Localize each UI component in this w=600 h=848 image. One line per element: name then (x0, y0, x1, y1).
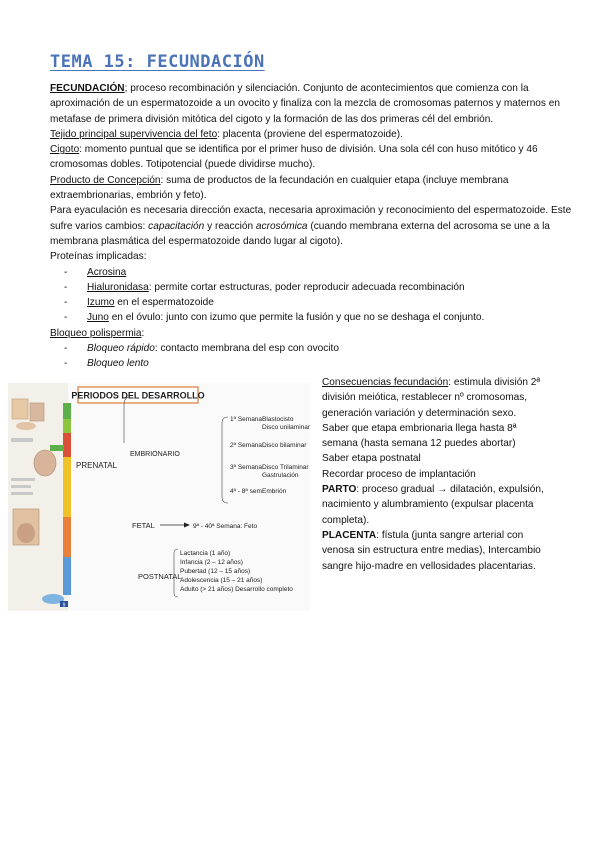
acrosomica-term: acrosómica (255, 220, 308, 232)
timeline-bar-segment (63, 433, 71, 457)
postnatal-item: Lactancia (1 año) (180, 550, 231, 557)
parto-paragraph: PARTO: proceso gradual → dilatación, expulsión, nacimiento y alumbramiento (expulsar placenta completa). (322, 484, 544, 526)
tejido-term: Tejido principal supervivencia del feto (50, 128, 218, 140)
week-2-desc: Disco bilaminar (262, 442, 307, 449)
postnatal-item: Adulto (> 21 años) Desarrollo completo (180, 586, 293, 593)
page-title: TEMA 15: FECUNDACIÓN (50, 52, 265, 72)
bloqueo-list (50, 341, 575, 372)
brace-line (124, 397, 128, 443)
timeline-bar-segment (63, 419, 71, 433)
capacitacion-term: capacitación (148, 220, 205, 232)
week-2-label: 2ª Semana: (230, 442, 264, 449)
diagram-title: PERIODOS DEL DESARROLLO (71, 390, 205, 401)
caption-line (11, 478, 35, 481)
caption-line (11, 492, 33, 495)
postnatal-label: POSTNATAL (138, 572, 182, 581)
caption-line (11, 485, 31, 488)
week-4-8-desc: Embrión (262, 488, 287, 495)
timeline-marker (50, 445, 64, 451)
fecundacion-paragraph: FECUNDACIÓN; proceso recombinación y silenciación. Conjunto de acontecimientos que comienza con la aproximación de un espermatozoide a un ovocito y finaliza con la mezcla de cromosomas paternos y maternos en metafase de primera división mitótica del cigoto y la formación de las dos primeras cél del embrión. (50, 83, 561, 125)
producto-paragraph: Producto de Concepción: suma de productos de la fecundación en cualquier etapa (incluye membrana extraembrionarias, embrión y feto). (50, 174, 509, 202)
main-text (50, 81, 575, 372)
week-1-desc: Blastocisto (262, 416, 294, 423)
fetus-image-icon (17, 523, 35, 543)
embrionario-brace (222, 417, 228, 503)
consecuencias-paragraph: Consecuencias fecundación: estimula división 2ª división meiótica, restablecer nº cromosomas, generación variación y determinación sexo. (322, 377, 541, 419)
week-3-desc2: Gastrulación (262, 472, 299, 479)
placenta-paragraph: PLACENTA: fístula (junta sangre arterial con venosa sin estructura entre medias), Intercambio sangre hijo-madre en vellosidades placentarias. (322, 529, 541, 572)
eyaculacion-paragraph: Para eyaculación es necesaria dirección exacta, necesaria aproximación y reconocimiento del espermatozoide. Este sufre varios cambios: capacitación y reacción acrosómica (cuando membrana externa del acrosoma se une a la membrana plasmática del espermatozoide dando lugar al cigoto). (50, 205, 572, 247)
postnatal-item: Adolescencia (15 – 21 años) (180, 577, 263, 584)
fetal-text: 9ª - 40ª Semana: Feto (193, 523, 258, 530)
week-3-label: 3ª Semana: (230, 464, 264, 471)
postnatal-item: Pubertad (12 – 15 años) (180, 568, 251, 575)
right-column-text (322, 375, 552, 574)
tejido-paragraph: Tejido principal supervivencia del feto: placenta (proviene del espermatozoide). (50, 128, 403, 140)
week-1-label: 1ª Semana: (230, 416, 264, 423)
embryo-image-icon (16, 422, 36, 430)
saber-etapa-postnatal: Saber etapa postnatal (322, 453, 421, 465)
embryo-image-icon (12, 399, 28, 419)
embryo-image-icon (30, 403, 44, 421)
fetus-image-icon (34, 450, 56, 476)
page-number: 9 (62, 602, 66, 609)
prenatal-label: PRENATAL (76, 461, 118, 470)
list-item: - Bloqueo rápido: contacto membrana del esp con ovocito (64, 341, 575, 356)
list-item: - Juno en el óvulo: junto con izumo que permite la fusión y que no se deshaga el conjunto. (64, 310, 575, 325)
bloqueo-heading: Bloqueo polispermia: (50, 327, 145, 339)
development-periods-diagram (8, 383, 310, 611)
caption-line (11, 438, 33, 442)
diagram-svg (8, 383, 310, 611)
fecundacion-term: FECUNDACIÓN (50, 83, 125, 94)
parto-term: PARTO (322, 484, 357, 496)
consecuencias-term: Consecuencias fecundación (322, 377, 449, 388)
proteinas-heading: Proteínas implicadas: (50, 251, 147, 263)
fetal-label: FETAL (132, 521, 155, 530)
timeline-bar-segment (63, 457, 71, 517)
cigoto-paragraph: Cigoto: momento puntual que se identifica por el primer huso de división. Una sola cél con huso mitótico y 46 cromosomas dobles. Totipotencial (puede dividirse mucho). (50, 144, 538, 171)
cigoto-term: Cigoto (50, 144, 80, 156)
list-item: - Hialuronidasa: permite cortar estructuras, poder reproducir adecuada recombinación (64, 280, 575, 295)
timeline-bar-segment (63, 557, 71, 595)
placenta-term: PLACENTA (322, 529, 377, 541)
list-item: - Izumo en el espermatozoide (64, 295, 575, 310)
timeline-bar-segment (63, 517, 71, 557)
producto-term: Producto de Concepción (50, 174, 161, 186)
week-3-desc: Disco Trilaminar (262, 464, 309, 471)
timeline-bar-segment (63, 403, 71, 419)
arrow-head-icon (184, 523, 190, 528)
saber-etapa-embrionaria: Saber que etapa embrionaria llega hasta 8ª semana (hasta semana 12 puedes abortar) (322, 422, 517, 450)
recordar-implantacion: Recordar proceso de implantación (322, 468, 476, 480)
proteinas-list (50, 265, 575, 326)
list-item: - Bloqueo lento (64, 356, 575, 371)
postnatal-item: Infancia (2 – 12 años) (180, 559, 243, 566)
list-item: - Acrosina (64, 265, 575, 280)
embrionario-label: EMBRIONARIO (130, 451, 180, 458)
week-1-desc2: Disco unilaminar (262, 424, 310, 431)
week-4-8-label: 4ª - 8ª sem. (230, 488, 264, 495)
